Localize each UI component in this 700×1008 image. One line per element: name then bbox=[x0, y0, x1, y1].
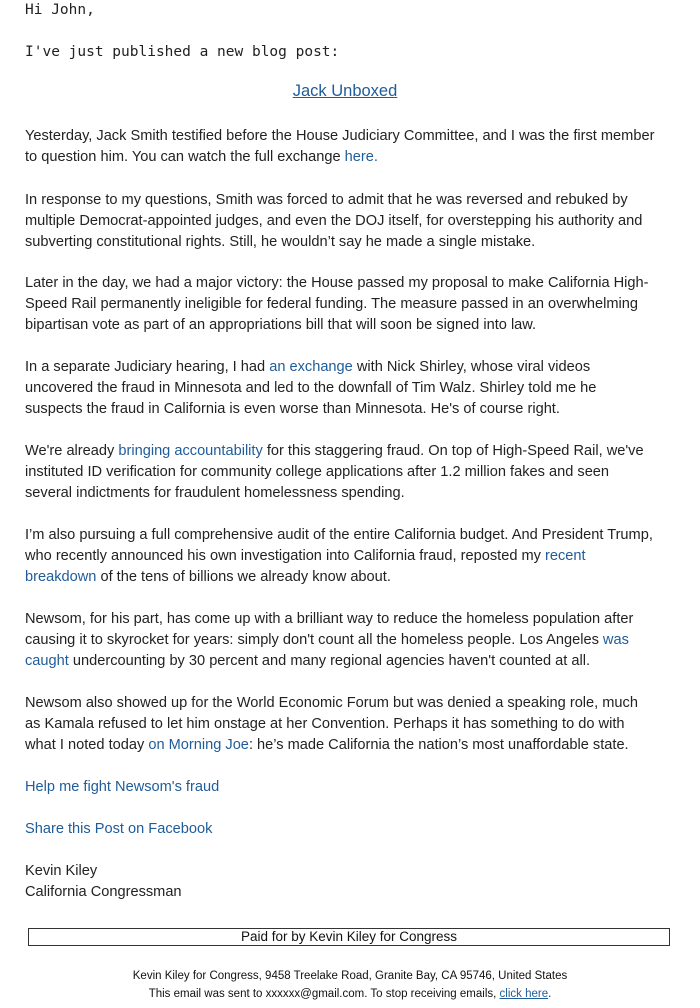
footer-sent-text: This email was sent to xxxxxx@gmail.com. To stop receiving emails, bbox=[148, 988, 500, 1000]
p6-line1: I’m also pursuing a full comprehensive audit of the entire California budget. And President Trump, bbox=[25, 527, 653, 543]
p5-text-b: for this staggering fraud. On top of High-Speed Rail, we've bbox=[262, 443, 644, 459]
p4-line3: suspects the fraud in California is even worse than Minnesota. He's of course right. bbox=[25, 401, 560, 417]
p4-text-a: In a separate Judiciary hearing, I had bbox=[25, 359, 270, 375]
p8-line1: Newsom also showed up for the World Economic Forum but was denied a speaking role, much bbox=[25, 695, 638, 711]
p1-line2 bbox=[25, 147, 665, 168]
p8-text-a: what I noted today bbox=[25, 737, 149, 753]
paragraph-6 bbox=[25, 525, 665, 588]
p8-line2: as Kamala refused to let him onstage at her Convention. Perhaps it has something to do with bbox=[25, 716, 625, 732]
p2-line1: In response to my questions, Smith was forced to admit that he was reversed and rebuked by bbox=[25, 192, 628, 208]
was-caught-link-part2[interactable]: caught bbox=[25, 653, 69, 669]
shirley-exchange-link[interactable]: an exchange bbox=[269, 359, 353, 375]
signature bbox=[25, 861, 665, 903]
p5-text-a: We're already bbox=[25, 443, 119, 459]
signature-title: California Congressman bbox=[25, 884, 182, 900]
paragraph-5 bbox=[25, 441, 665, 504]
p1-line1: Yesterday, Jack Smith testified before the House Judiciary Committee, and I was the first member bbox=[25, 128, 655, 144]
footer-address: Kevin Kiley for Congress, 9458 Treelake Road, Granite Bay, CA 95746, United States bbox=[132, 970, 568, 982]
p3-line3: bipartisan vote as part of an appropriations bill that will soon be signed into law. bbox=[25, 317, 537, 333]
paragraph-3 bbox=[25, 273, 665, 336]
p7-text-a: causing it to skyrocket for years: simply don't count all the homeless people. Los Angeles bbox=[25, 632, 603, 648]
p6-line2 bbox=[25, 546, 665, 567]
paragraph-8 bbox=[25, 693, 665, 756]
morning-joe-link[interactable]: on Morning Joe bbox=[148, 737, 249, 753]
was-caught-link-part1[interactable]: was bbox=[602, 632, 629, 648]
fight-fraud-link[interactable]: Help me fight Newsom's fraud bbox=[25, 779, 220, 795]
signature-name: Kevin Kiley bbox=[25, 863, 98, 879]
paragraph-7 bbox=[25, 609, 665, 672]
watch-exchange-link[interactable]: here. bbox=[344, 149, 378, 165]
p7-line1: Newsom, for his part, has come up with a brilliant way to reduce the homeless population after bbox=[25, 611, 634, 627]
paragraph-2 bbox=[25, 190, 665, 253]
p8-text-b: : he’s made California the nation’s most unaffordable state. bbox=[248, 737, 629, 753]
accountability-link[interactable]: bringing accountability bbox=[118, 443, 263, 459]
p8-line3 bbox=[25, 735, 665, 756]
p3-line2: Speed Rail permanently ineligible for federal funding. The measure passed in an overwhelming bbox=[25, 296, 639, 312]
post-title-link[interactable]: Jack Unboxed bbox=[292, 82, 398, 100]
recent-breakdown-link-part1[interactable]: recent bbox=[545, 548, 586, 564]
cta-share-container bbox=[25, 819, 665, 840]
p4-text-b: with Nick Shirley, whose viral videos bbox=[352, 359, 591, 375]
p4-line1 bbox=[25, 357, 665, 378]
p7-text-b: undercounting by 30 percent and many regional agencies haven't counted at all. bbox=[68, 653, 591, 669]
p2-line3: subverting constitutional rights. Still, he wouldn’t say he made a single mistake. bbox=[25, 234, 536, 250]
cta-fight-container bbox=[25, 777, 665, 798]
paid-for-disclaimer: Paid for by Kevin Kiley for Congress bbox=[28, 928, 670, 946]
intro-text: I've just published a new blog post: bbox=[25, 44, 340, 60]
footer-sent-line bbox=[0, 988, 700, 1000]
post-title-container bbox=[25, 82, 665, 101]
p5-line1 bbox=[25, 441, 665, 462]
p2-line2: multiple Democrat-appointed judges, and even the DOJ itself, for overstepping his authority and bbox=[25, 213, 643, 229]
p6-line3 bbox=[25, 567, 665, 588]
p7-line2 bbox=[25, 630, 665, 651]
p6-text-b: of the tens of billions we already know about. bbox=[96, 569, 391, 585]
share-facebook-link[interactable]: Share this Post on Facebook bbox=[25, 821, 213, 837]
p7-line3 bbox=[25, 651, 665, 672]
footer-period: . bbox=[548, 988, 552, 1000]
p6-text-a: who recently announced his own investigation into California fraud, reposted my bbox=[25, 548, 545, 564]
p1-text: to question him. You can watch the full exchange bbox=[25, 149, 345, 165]
greeting: Hi John, bbox=[25, 2, 95, 18]
paragraph-4 bbox=[25, 357, 665, 420]
p3-line1: Later in the day, we had a major victory: the House passed my proposal to make California High- bbox=[25, 275, 649, 291]
recent-breakdown-link-part2[interactable]: breakdown bbox=[25, 569, 97, 585]
paragraph-1 bbox=[25, 126, 665, 168]
p4-line2: uncovered the fraud in Minnesota and led to the downfall of Tim Walz. Shirley told me he bbox=[25, 380, 597, 396]
p5-line2: instituted ID verification for community college applications after 1.2 million fakes and seen bbox=[25, 464, 610, 480]
p5-line3: several indictments for fraudulent homelessness spending. bbox=[25, 485, 405, 501]
unsubscribe-link[interactable]: click here bbox=[499, 988, 549, 1000]
